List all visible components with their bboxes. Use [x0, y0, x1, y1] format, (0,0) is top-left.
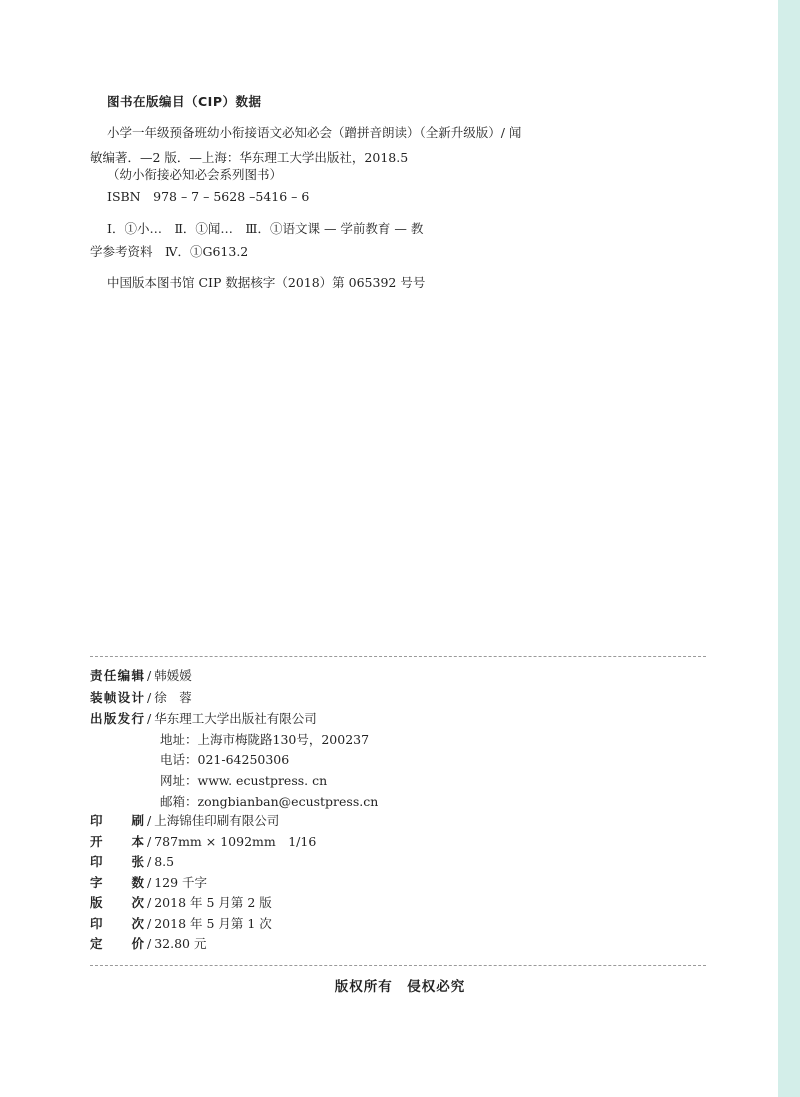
cip-heading: 图书在版编目（CIP）数据: [107, 94, 262, 109]
credit-editor: [90, 666, 192, 684]
separator: /: [147, 711, 152, 726]
credit-value: 32.80 元: [154, 936, 207, 951]
credit-value: 上海锦佳印刷有限公司: [154, 813, 280, 828]
credit-label: 开 本: [90, 834, 144, 849]
credit-value: 华东理工大学出版社有限公司: [154, 711, 317, 726]
separator: /: [147, 813, 152, 828]
copyright-notice: 版权所有 侵权必究: [334, 979, 466, 995]
credit-price: [90, 934, 206, 952]
credit-value: 2018 年 5 月第 1 次: [154, 916, 272, 931]
cip-title-line: 小学一年级预备班幼小衔接语文必知必会（蹭拼音朗读）（全新升级版）/ 闻: [107, 125, 522, 140]
publisher-email: 邮箱：zongbianban@ecustpress.cn: [160, 794, 379, 809]
credit-value: 129 千字: [154, 875, 208, 890]
credit-format: [90, 832, 316, 850]
credit-label: 版 次: [90, 895, 144, 910]
cip-series-line: （幼小衔接必知必会系列图书）: [107, 167, 283, 182]
credit-label: 印 张: [90, 854, 144, 869]
divider-bottom: [90, 965, 706, 966]
page-edge-stripe: [778, 0, 800, 1097]
separator: /: [147, 854, 152, 869]
credit-label: 字 数: [90, 875, 144, 890]
credit-label: 定 价: [90, 936, 144, 951]
credit-label: 出版发行: [90, 711, 144, 726]
credit-design: [90, 688, 192, 706]
credit-value: 徐 蓉: [154, 690, 192, 705]
credit-printer: [90, 811, 279, 829]
cip-author-line: 敏编著．—2 版．—上海：华东理工大学出版社，2018.5: [90, 150, 409, 165]
publisher-address: 地址：上海市梅陇路130号，200237: [160, 732, 370, 747]
credit-label: 责任编辑: [90, 668, 144, 683]
credit-label: 装帧设计: [90, 690, 144, 705]
separator: /: [147, 875, 152, 890]
credit-value: 韩媛媛: [154, 668, 192, 683]
cip-record-number: 中国版本图书馆 CIP 数据核字（2018）第 065392 号号: [107, 275, 426, 290]
credit-word-count: [90, 873, 207, 891]
separator: /: [147, 668, 152, 683]
separator: /: [147, 936, 152, 951]
credit-label: 印 刷: [90, 813, 144, 828]
credit-value: 787mm × 1092mm 1/16: [154, 834, 317, 849]
credit-value: 2018 年 5 月第 2 版: [154, 895, 272, 910]
cip-isbn-line: ISBN 978 – 7 – 5628 –5416 – 6: [107, 189, 310, 204]
cip-subject-line-cont: 学参考资料 Ⅳ．①G613.2: [90, 244, 249, 259]
publisher-phone: 电话：021-64250306: [160, 752, 290, 767]
credit-publisher: [90, 709, 317, 727]
divider-top: [90, 656, 706, 657]
credit-edition: [90, 893, 272, 911]
publisher-website: 网址：www. ecustpress. cn: [160, 773, 328, 788]
separator: /: [147, 895, 152, 910]
credit-impression: [90, 914, 272, 932]
credit-value: 8.5: [154, 854, 175, 869]
separator: /: [147, 916, 152, 931]
separator: /: [147, 834, 152, 849]
cip-subject-line: Ⅰ．①小… Ⅱ．①闻… Ⅲ．①语文课 — 学前教育 — 教: [107, 221, 424, 236]
credit-label: 印 次: [90, 916, 144, 931]
separator: /: [147, 690, 152, 705]
credit-sheets: [90, 852, 174, 870]
